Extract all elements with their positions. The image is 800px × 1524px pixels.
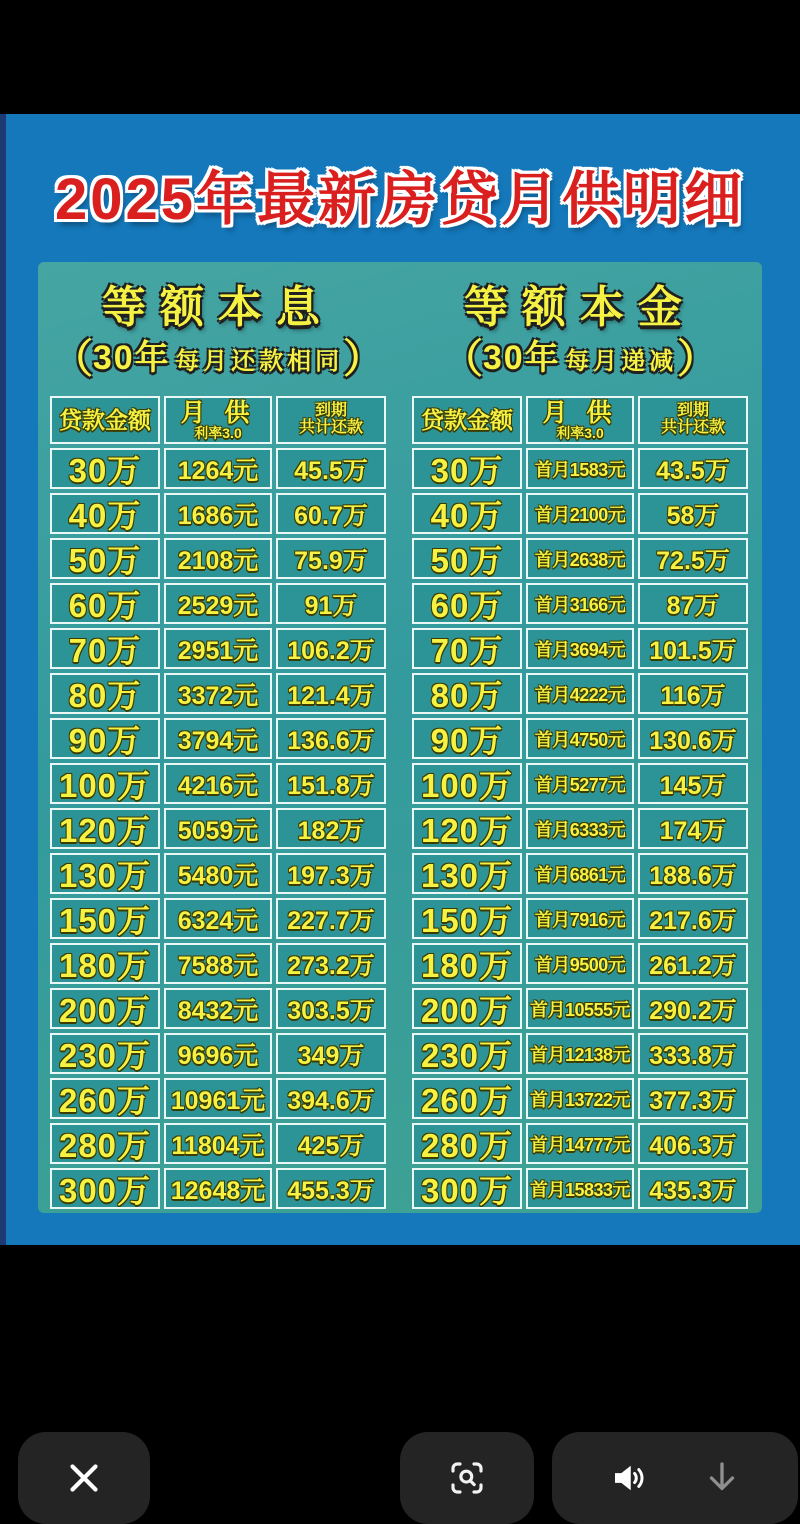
monthly-payment-cell: 首月7916元 bbox=[526, 898, 634, 939]
monthly-payment-cell: 首月5277元 bbox=[526, 763, 634, 804]
loan-amount-cell: 200万 bbox=[412, 988, 522, 1029]
monthly-payment-cell: 首月12138元 bbox=[526, 1033, 634, 1074]
monthly-payment-cell: 3794元 bbox=[164, 718, 272, 759]
total-repayment-cell: 72.5万 bbox=[638, 538, 748, 579]
monthly-payment-cell: 首月3694元 bbox=[526, 628, 634, 669]
total-repayment-cell: 303.5万 bbox=[276, 988, 386, 1029]
close-button[interactable] bbox=[18, 1432, 150, 1524]
header-loan-amount: 贷款金额 bbox=[412, 396, 522, 444]
loan-amount-cell: 280万 bbox=[50, 1123, 160, 1164]
header-loan-amount: 贷款金额 bbox=[50, 396, 160, 444]
total-repayment-cell: 394.6万 bbox=[276, 1078, 386, 1119]
total-repayment-cell: 121.4万 bbox=[276, 673, 386, 714]
loan-amount-cell: 100万 bbox=[50, 763, 160, 804]
loan-amount-cell: 260万 bbox=[412, 1078, 522, 1119]
loan-amount-cell: 100万 bbox=[412, 763, 522, 804]
total-repayment-cell: 455.3万 bbox=[276, 1168, 386, 1209]
loan-amount-cell: 30万 bbox=[412, 448, 522, 489]
total-repayment-cell: 87万 bbox=[638, 583, 748, 624]
total-repayment-cell: 145万 bbox=[638, 763, 748, 804]
header-interest-rate: 利率3.0 bbox=[194, 424, 242, 441]
media-controls-button[interactable] bbox=[552, 1432, 798, 1524]
loan-amount-cell: 50万 bbox=[50, 538, 160, 579]
total-repayment-cell: 188.6万 bbox=[638, 853, 748, 894]
paren-open: （ bbox=[52, 337, 93, 381]
monthly-payment-cell: 3372元 bbox=[164, 673, 272, 714]
loan-amount-cell: 70万 bbox=[50, 628, 160, 669]
monthly-payment-cell: 5480元 bbox=[164, 853, 272, 894]
monthly-payment-cell: 9696元 bbox=[164, 1033, 272, 1074]
loan-amount-cell: 40万 bbox=[412, 493, 522, 534]
loan-amount-cell: 60万 bbox=[412, 583, 522, 624]
loan-amount-cell: 70万 bbox=[412, 628, 522, 669]
total-repayment-cell: 349万 bbox=[276, 1033, 386, 1074]
monthly-payment-cell: 首月4750元 bbox=[526, 718, 634, 759]
loan-amount-cell: 130万 bbox=[50, 853, 160, 894]
loan-amount-cell: 50万 bbox=[412, 538, 522, 579]
loan-amount-cell: 90万 bbox=[50, 718, 160, 759]
monthly-payment-cell: 2529元 bbox=[164, 583, 272, 624]
total-repayment-cell: 45.5万 bbox=[276, 448, 386, 489]
section-heading: 等额本金 bbox=[464, 283, 696, 332]
header-monthly-payment bbox=[164, 396, 272, 444]
paren-open: （ bbox=[442, 337, 483, 381]
close-icon bbox=[61, 1455, 107, 1501]
total-repayment-cell: 136.6万 bbox=[276, 718, 386, 759]
header-due-line2: 共计还款 bbox=[298, 419, 363, 436]
loan-amount-cell: 130万 bbox=[412, 853, 522, 894]
loan-amount-cell: 30万 bbox=[50, 448, 160, 489]
monthly-payment-cell: 首月2638元 bbox=[526, 538, 634, 579]
loan-term: 30年 bbox=[482, 339, 561, 377]
loan-term: 30年 bbox=[92, 339, 171, 377]
monthly-payment-cell: 首月6861元 bbox=[526, 853, 634, 894]
monthly-payment-cell: 首月6333元 bbox=[526, 808, 634, 849]
loan-amount-cell: 150万 bbox=[50, 898, 160, 939]
total-repayment-cell: 116万 bbox=[638, 673, 748, 714]
total-repayment-cell: 435.3万 bbox=[638, 1168, 748, 1209]
header-interest-rate: 利率3.0 bbox=[556, 424, 604, 441]
loan-amount-cell: 90万 bbox=[412, 718, 522, 759]
monthly-payment-cell: 首月2100元 bbox=[526, 493, 634, 534]
header-monthly-payment bbox=[526, 396, 634, 444]
loan-amount-cell: 280万 bbox=[412, 1123, 522, 1164]
monthly-payment-cell: 8432元 bbox=[164, 988, 272, 1029]
section-subtitle bbox=[50, 336, 386, 387]
monthly-payment-cell: 首月4222元 bbox=[526, 673, 634, 714]
header-total-repayment bbox=[638, 396, 748, 444]
header-monthly-label: 月 供 bbox=[542, 398, 618, 427]
loan-amount-cell: 200万 bbox=[50, 988, 160, 1029]
mortgage-poster bbox=[0, 114, 800, 1245]
monthly-payment-cell: 首月14777元 bbox=[526, 1123, 634, 1164]
equal-installment-table bbox=[50, 396, 386, 1209]
loan-amount-cell: 80万 bbox=[50, 673, 160, 714]
total-repayment-cell: 217.6万 bbox=[638, 898, 748, 939]
section-equal-principal bbox=[412, 272, 748, 1209]
repayment-note: 每月递减 bbox=[565, 348, 678, 375]
loan-amount-cell: 180万 bbox=[412, 943, 522, 984]
monthly-payment-cell: 11804元 bbox=[164, 1123, 272, 1164]
tables-panel bbox=[38, 262, 762, 1213]
monthly-payment-cell: 12648元 bbox=[164, 1168, 272, 1209]
monthly-payment-cell: 2951元 bbox=[164, 628, 272, 669]
loan-amount-cell: 230万 bbox=[412, 1033, 522, 1074]
monthly-payment-cell: 4216元 bbox=[164, 763, 272, 804]
total-repayment-cell: 333.8万 bbox=[638, 1033, 748, 1074]
monthly-payment-cell: 6324元 bbox=[164, 898, 272, 939]
paren-close: ） bbox=[343, 337, 384, 381]
loan-amount-cell: 300万 bbox=[50, 1168, 160, 1209]
total-repayment-cell: 58万 bbox=[638, 493, 748, 534]
total-repayment-cell: 227.7万 bbox=[276, 898, 386, 939]
monthly-payment-cell: 首月3166元 bbox=[526, 583, 634, 624]
total-repayment-cell: 425万 bbox=[276, 1123, 386, 1164]
header-due-line2: 共计还款 bbox=[660, 419, 725, 436]
loan-amount-cell: 150万 bbox=[412, 898, 522, 939]
total-repayment-cell: 261.2万 bbox=[638, 943, 748, 984]
section-heading: 等额本息 bbox=[102, 283, 334, 332]
total-repayment-cell: 197.3万 bbox=[276, 853, 386, 894]
monthly-payment-cell: 1686元 bbox=[164, 493, 272, 534]
poster-left-edge bbox=[0, 114, 6, 1245]
monthly-payment-cell: 首月9500元 bbox=[526, 943, 634, 984]
total-repayment-cell: 75.9万 bbox=[276, 538, 386, 579]
poster-title: 2025年最新房贷月供明细 bbox=[54, 167, 746, 232]
total-repayment-cell: 106.2万 bbox=[276, 628, 386, 669]
total-repayment-cell: 273.2万 bbox=[276, 943, 386, 984]
loan-amount-cell: 120万 bbox=[50, 808, 160, 849]
loan-amount-cell: 260万 bbox=[50, 1078, 160, 1119]
repayment-note: 每月还款相同 bbox=[175, 348, 344, 375]
monthly-payment-cell: 首月13722元 bbox=[526, 1078, 634, 1119]
monthly-payment-cell: 10961元 bbox=[164, 1078, 272, 1119]
total-repayment-cell: 91万 bbox=[276, 583, 386, 624]
loan-amount-cell: 230万 bbox=[50, 1033, 160, 1074]
loan-amount-cell: 80万 bbox=[412, 673, 522, 714]
total-repayment-cell: 60.7万 bbox=[276, 493, 386, 534]
header-due-line1: 到期 bbox=[676, 402, 709, 420]
total-repayment-cell: 377.3万 bbox=[638, 1078, 748, 1119]
total-repayment-cell: 151.8万 bbox=[276, 763, 386, 804]
total-repayment-cell: 43.5万 bbox=[638, 448, 748, 489]
equal-principal-table bbox=[412, 396, 748, 1209]
header-total-repayment bbox=[276, 396, 386, 444]
total-repayment-cell: 406.3万 bbox=[638, 1123, 748, 1164]
loan-amount-cell: 40万 bbox=[50, 493, 160, 534]
monthly-payment-cell: 1264元 bbox=[164, 448, 272, 489]
header-monthly-label: 月 供 bbox=[180, 398, 256, 427]
header-due-line1: 到期 bbox=[314, 402, 347, 420]
monthly-payment-cell: 5059元 bbox=[164, 808, 272, 849]
loan-amount-cell: 60万 bbox=[50, 583, 160, 624]
total-repayment-cell: 182万 bbox=[276, 808, 386, 849]
monthly-payment-cell: 首月1583元 bbox=[526, 448, 634, 489]
scan-search-button[interactable] bbox=[400, 1432, 534, 1524]
total-repayment-cell: 130.6万 bbox=[638, 718, 748, 759]
total-repayment-cell: 101.5万 bbox=[638, 628, 748, 669]
loan-amount-cell: 180万 bbox=[50, 943, 160, 984]
loan-amount-cell: 300万 bbox=[412, 1168, 522, 1209]
monthly-payment-cell: 首月10555元 bbox=[526, 988, 634, 1029]
monthly-payment-cell: 首月15833元 bbox=[526, 1168, 634, 1209]
loan-amount-cell: 120万 bbox=[412, 808, 522, 849]
total-repayment-cell: 290.2万 bbox=[638, 988, 748, 1029]
monthly-payment-cell: 2108元 bbox=[164, 538, 272, 579]
section-equal-installment bbox=[50, 272, 386, 1209]
total-repayment-cell: 174万 bbox=[638, 808, 748, 849]
monthly-payment-cell: 7588元 bbox=[164, 943, 272, 984]
section-subtitle bbox=[412, 336, 748, 387]
paren-close: ） bbox=[677, 337, 718, 381]
